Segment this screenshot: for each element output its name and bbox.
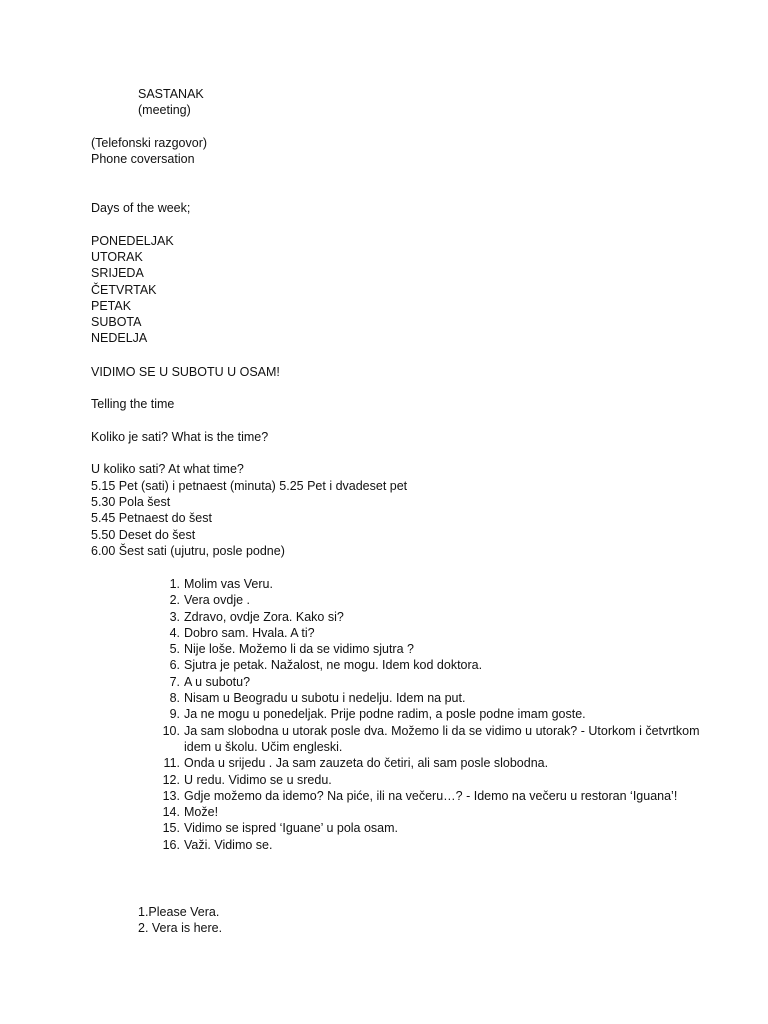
day-item: SRIJEDA <box>91 266 144 280</box>
dialogue-list <box>160 576 720 853</box>
list-item-number: 9. <box>169 707 180 722</box>
time-heading: Telling the time <box>91 397 175 411</box>
translation-line: 1.Please Vera. <box>138 905 220 919</box>
day-item: UTORAK <box>91 250 143 264</box>
list-item-number: 12. <box>162 772 180 787</box>
list-item <box>160 706 720 722</box>
list-item <box>160 820 720 836</box>
list-item-text: Nisam u Beogradu u subotu i nedelju. Idem na put. <box>184 691 466 706</box>
translation-line: 2. Vera is here. <box>138 921 223 935</box>
list-item <box>160 804 720 820</box>
day-item: ČETVRTAK <box>91 283 157 297</box>
day-item: SUBOTA <box>91 315 142 329</box>
day-item: NEDELJA <box>91 331 148 345</box>
list-item <box>160 837 720 853</box>
list-item-number: 8. <box>169 691 180 706</box>
list-item-number: 16. <box>162 837 180 852</box>
list-item-text: A u subotu? <box>184 674 251 689</box>
list-item-text: Ja sam slobodna u utorak posle dva. Možemo li da se vidimo u utorak? - Utorkom i četvrtkom idem u školu. Učim engleski. <box>184 723 700 754</box>
list-item-number: 1. <box>169 577 180 591</box>
list-item <box>160 788 720 804</box>
list-item-text: Vidimo se ispred ‘Iguane’ u pola osam. <box>184 821 399 836</box>
list-item <box>160 690 720 706</box>
list-item-number: 10. <box>162 723 180 738</box>
list-item-text: Onda u srijedu . Ja sam zauzeta do četiri, ali sam posle slobodna. <box>184 756 549 771</box>
list-item-text: Vera ovdje . <box>184 593 251 608</box>
list-item <box>160 674 720 690</box>
time-question: Koliko je sati? What is the time? <box>91 430 269 444</box>
list-item-text: Nije loše. Možemo li da se vidimo sjutra ? <box>184 642 414 657</box>
time-line: 6.00 Šest sati (ujutru, posle podne) <box>91 544 285 558</box>
list-item-number: 14. <box>162 805 180 820</box>
list-item-number: 3. <box>169 609 180 624</box>
list-item-number: 4. <box>169 625 180 640</box>
days-heading: Days of the week; <box>91 201 191 215</box>
list-item-text: Gdje možemo da idemo? Na piće, ili na večeru…? - Idemo na večeru u restoran ‘Iguana’! <box>184 788 678 803</box>
list-item-number: 13. <box>162 788 180 803</box>
list-item <box>160 755 720 771</box>
day-item: PONEDELJAK <box>91 234 174 248</box>
list-item-text: Važi. Vidimo se. <box>184 837 273 852</box>
time-line: 5.50 Deset do šest <box>91 528 196 542</box>
list-item-text: Zdravo, ovdje Zora. Kako si? <box>184 609 344 624</box>
list-item-number: 2. <box>169 593 180 608</box>
list-item-number: 15. <box>162 821 180 836</box>
list-item-text: Može! <box>184 805 219 820</box>
list-item <box>160 772 720 788</box>
list-item-number: 11. <box>163 756 180 771</box>
list-item-text: U redu. Vidimo se u sredu. <box>184 772 332 787</box>
time-line: U koliko sati? At what time? <box>91 462 244 476</box>
time-line: 5.30 Pola šest <box>91 495 171 509</box>
document-title: SASTANAK <box>138 87 204 101</box>
list-item <box>160 641 720 657</box>
list-item <box>160 609 720 625</box>
list-item-text: Ja ne mogu u ponedeljak. Prije podne radim, a posle podne imam goste. <box>184 707 586 722</box>
list-item <box>160 657 720 673</box>
list-item <box>160 576 720 592</box>
list-item <box>160 625 720 641</box>
phone-heading-sr: (Telefonski razgovor) <box>91 136 208 150</box>
document-subtitle: (meeting) <box>138 103 191 117</box>
list-item-text: Molim vas Veru. <box>184 577 273 591</box>
time-line: 5.45 Petnaest do šest <box>91 511 212 525</box>
list-item-number: 6. <box>169 658 180 673</box>
example-phrase: VIDIMO SE U SUBOTU U OSAM! <box>91 365 280 379</box>
list-item-text: Sjutra je petak. Nažalost, ne mogu. Idem kod doktora. <box>184 658 483 673</box>
list-item <box>160 723 720 756</box>
list-item-text: Dobro sam. Hvala. A ti? <box>184 625 315 640</box>
phone-heading-en: Phone coversation <box>91 152 195 166</box>
list-item <box>160 592 720 608</box>
time-line: 5.15 Pet (sati) i petnaest (minuta) 5.25 Pet i dvadeset pet <box>91 479 408 493</box>
list-item-number: 7. <box>169 674 180 689</box>
day-item: PETAK <box>91 299 132 313</box>
list-item-number: 5. <box>169 642 180 657</box>
